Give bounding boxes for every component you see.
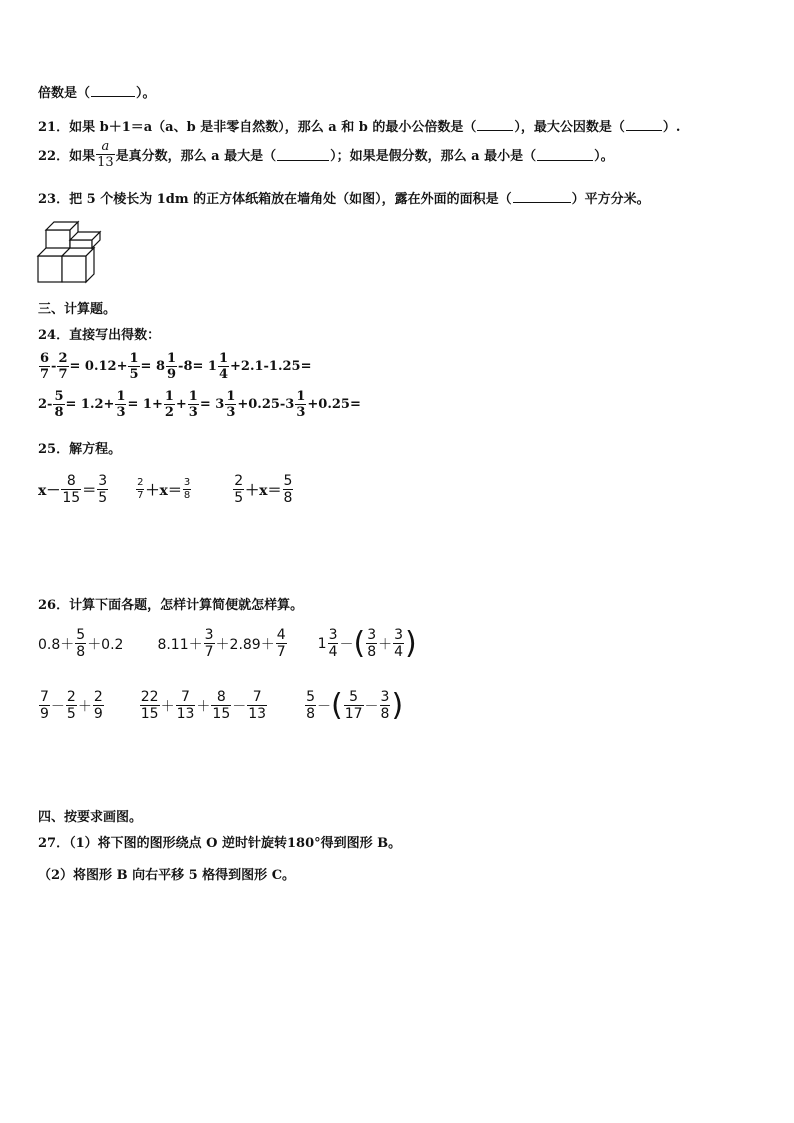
expression-e: $\frac{22}{15}$ ＋ $\frac{7}{13}$ ＋ $\frac{8}{15}$ － $\frac{7}{13}$: [140, 689, 267, 722]
q20-tail: 倍数是（ ）。: [38, 86, 156, 101]
fraction: $\frac{a}{13}$: [97, 139, 114, 170]
equation-1: x－ $\frac{8}{15}$ ＝ $\frac{3}{5}$: [38, 473, 108, 506]
question-25-title: 25．解方程。: [38, 442, 122, 457]
q24-row-2: 2- $\frac{5}{8}$ = 1.2+ $\frac{1}{3}$ = 1+ $\frac{1}{2}$ + $\frac{1}{3}$ = 3 $\frac{1}{3}$ +0.25-3 $\frac{1}{3}$ +0.25=: [38, 389, 361, 420]
section-3-title: 三、计算题。: [38, 302, 117, 317]
fraction: $\frac{1}{3}$: [296, 389, 306, 420]
fraction: $\frac{3}{5}$: [98, 473, 108, 506]
fraction: $\frac{7}{9}$: [40, 689, 49, 722]
fraction: $\frac{2}{5}$: [66, 689, 76, 722]
fraction: $\frac{3}{4}$: [394, 627, 404, 660]
fraction: $\frac{8}{15}$: [62, 473, 81, 506]
fraction: $\frac{7}{13}$: [176, 689, 195, 722]
cube-back: [70, 240, 92, 248]
expression-a: 0.8＋ $\frac{5}{8}$ ＋0.2: [38, 627, 124, 660]
cubes-figure: [36, 218, 102, 286]
answer-blank[interactable]: [91, 84, 135, 97]
question-21: 21．如果 b＋1＝a（a、b 是非零自然数），那么 a 和 b 的最小公倍数是（ ），最大公因数是（ ）.: [38, 120, 681, 135]
question-23: 23．把 5 个棱长为 1dm 的正方体纸箱放在墙角处（如图），露在外面的面积是（ ）平方分米。: [38, 192, 650, 207]
equation-2: $\frac{2}{7}$ ＋x＝ $\frac{3}{8}$: [137, 477, 191, 501]
fraction: $\frac{1}{4}$: [218, 351, 228, 382]
fraction: $\frac{2}{7}$: [58, 351, 68, 382]
cube-bottom-right: [62, 256, 86, 282]
fraction: $\frac{2}{7}$: [137, 477, 144, 501]
fraction: $\frac{1}{2}$: [164, 389, 174, 420]
fraction: $\frac{7}{13}$: [248, 689, 267, 722]
answer-blank[interactable]: [477, 118, 513, 131]
fraction: $\frac{4}{7}$: [276, 627, 286, 660]
fraction: $\frac{1}{3}$: [226, 389, 236, 420]
equation-3: $\frac{2}{5}$ ＋x＝ $\frac{5}{8}$: [234, 473, 293, 506]
fraction: $\frac{3}{8}$: [183, 477, 191, 501]
fraction: $\frac{5}{8}$: [283, 473, 293, 506]
fraction: $\frac{22}{15}$: [140, 689, 159, 722]
fraction: $\frac{8}{15}$: [212, 689, 231, 722]
question-22: 22．如果 $\frac{a}{13}$ 是真分数，那么 a 最大是（ ）；如果是假分数，那么 a 最小是（ ）。: [38, 139, 614, 170]
answer-blank[interactable]: [626, 118, 662, 131]
question-26-title: 26．计算下面各题，怎样计算简便就怎样算。: [38, 598, 304, 613]
answer-blank[interactable]: [537, 148, 593, 161]
answer-blank[interactable]: [277, 148, 329, 161]
fraction: $\frac{5}{17}$: [344, 689, 363, 722]
question-24-title: 24．直接写出得数：: [38, 328, 161, 343]
question-27-part-1: 27．（1）将下图的图形绕点 O 逆时针旋转180°得到图形 B。: [38, 836, 402, 851]
expression-c: 1 $\frac{3}{4}$ － ( $\frac{3}{8}$ ＋ $\frac{3}{4}$ ): [317, 625, 417, 661]
fraction: $\frac{3}{8}$: [367, 627, 377, 660]
fraction: $\frac{3}{7}$: [204, 627, 214, 660]
fraction: $\frac{2}{9}$: [93, 689, 103, 722]
answer-blank[interactable]: [513, 190, 571, 203]
fraction: $\frac{5}{8}$: [76, 627, 86, 660]
fraction: $\frac{5}{8}$: [306, 689, 315, 722]
section-4-title: 四、按要求画图。: [38, 810, 143, 825]
fraction: $\frac{1}{5}$: [129, 351, 139, 382]
q25-equations: [38, 474, 294, 505]
fraction: $\frac{6}{7}$: [40, 351, 50, 382]
expression-f: $\frac{5}{8}$ － ( $\frac{5}{17}$ － $\frac{3}{8}$ ): [306, 687, 404, 723]
fraction: $\frac{5}{8}$: [54, 389, 64, 420]
fraction: $\frac{1}{3}$: [188, 389, 198, 420]
fraction: $\frac{1}{3}$: [116, 389, 126, 420]
q24-row-1: $\frac{6}{7}$ - $\frac{2}{7}$ = 0.12+ $\frac{1}{5}$ = 8 $\frac{1}{9}$ -8= 1 $\frac{1}{4}$ +2.1-1.25=: [40, 351, 312, 382]
fraction: $\frac{3}{4}$: [328, 627, 338, 660]
expression-b: 8.11＋ $\frac{3}{7}$ ＋2.89＋ $\frac{4}{7}$: [157, 627, 286, 660]
question-27-part-2: （2）将图形 B 向右平移 5 格得到图形 C。: [38, 868, 296, 883]
q26-row-2: [38, 687, 404, 723]
fraction: $\frac{1}{9}$: [167, 351, 177, 382]
expression-d: $\frac{7}{9}$ － $\frac{2}{5}$ ＋ $\frac{2}{9}$: [40, 689, 103, 722]
fraction: $\frac{2}{5}$: [234, 473, 244, 506]
fraction: $\frac{3}{8}$: [380, 689, 390, 722]
q26-row-1: [38, 625, 417, 661]
cube-bottom-left: [38, 256, 62, 282]
